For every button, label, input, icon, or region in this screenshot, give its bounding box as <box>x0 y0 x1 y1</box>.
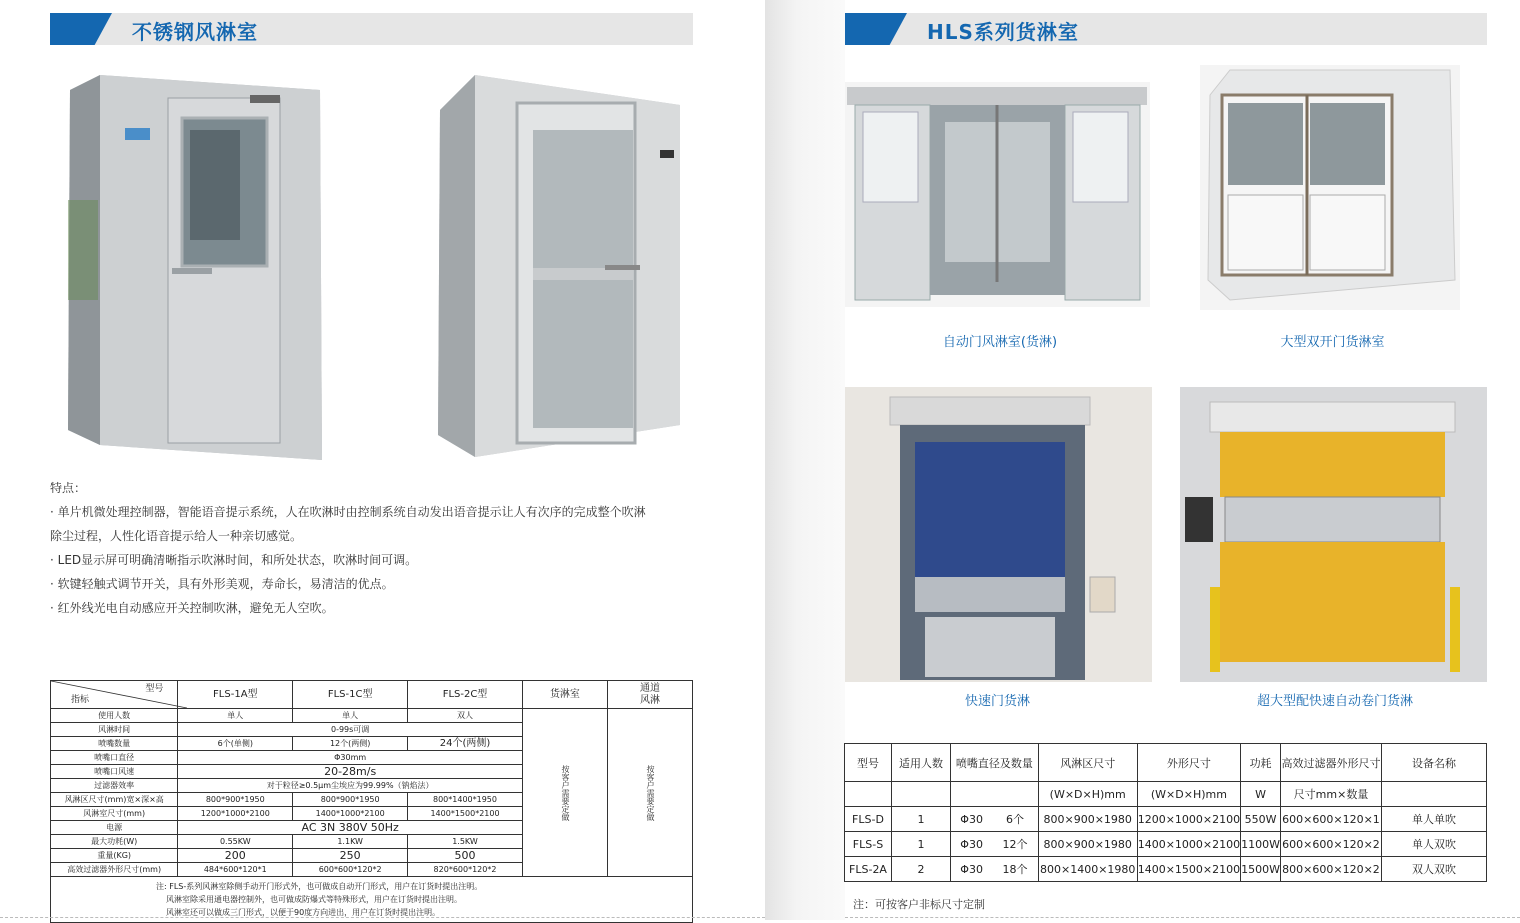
right-note: 注：可按客户非标尺寸定制 <box>853 898 985 911</box>
row-label: 使用人数 <box>51 709 178 723</box>
table-row <box>845 832 1487 857</box>
cell: 2 <box>892 857 951 882</box>
model-header: FLS-1A型 <box>178 681 293 709</box>
auto-door-photo <box>845 82 1150 307</box>
features-block <box>50 476 690 620</box>
cell: 800*1400*1950 <box>408 793 523 807</box>
cell: Φ30 <box>951 807 993 832</box>
unit-cell <box>892 782 951 807</box>
air-shower-photo-2 <box>435 75 685 460</box>
photo-caption: 快速门货淋 <box>964 694 1030 709</box>
cell: FLS-2A <box>845 857 892 882</box>
cell: 1100W <box>1241 832 1281 857</box>
air-shower-photo-1 <box>60 70 330 465</box>
cell: 600*600*120*2 <box>293 863 408 877</box>
col-header: 风淋区尺寸 <box>1038 744 1137 782</box>
custom-note-cell: 按客户需要定做 <box>522 709 607 877</box>
cell: 1 <box>892 832 951 857</box>
unit-cell <box>1382 782 1487 807</box>
page-gutter <box>765 0 845 920</box>
cell: 单人 <box>178 709 293 723</box>
model-header: FLS-2C型 <box>408 681 523 709</box>
note-line: 风淋室还可以做成三门形式，以便于90度方向进出，用户在订货时提出注明。 <box>166 908 441 917</box>
bottom-dash <box>0 917 765 918</box>
cell: 600×600×120×2 <box>1281 832 1382 857</box>
cell: 600×600×120×1 <box>1281 807 1382 832</box>
note-line: 风淋室除采用通电器控制外，也可做成防爆式等特殊形式，用户在订货时提出注明。 <box>166 895 462 904</box>
corner-top-label: 型号 <box>145 684 164 694</box>
col-header: 高效过滤器外形尺寸 <box>1281 744 1382 782</box>
cell: 1400*1500*2100 <box>408 807 523 821</box>
row-label: 喷嘴数量 <box>51 737 178 751</box>
cell: 250 <box>293 849 408 863</box>
row-label: 最大功耗(W) <box>51 835 178 849</box>
span-cell: 20-28m/s <box>178 765 523 779</box>
custom-note-cell: 按客户需要定做 <box>607 709 692 877</box>
table-notes <box>51 877 693 923</box>
cell: 1200×1000×2100 <box>1137 807 1240 832</box>
cell: 单人单吹 <box>1382 807 1487 832</box>
cell: 12个(两侧) <box>293 737 408 751</box>
extra-header: 通道 风淋 <box>607 681 692 709</box>
photo-caption: 超大型配快速自动卷门货淋 <box>1256 694 1413 709</box>
row-label: 喷嘴口风速 <box>51 765 178 779</box>
table-row <box>845 857 1487 882</box>
cell: 1500W <box>1241 857 1281 882</box>
cell: 1400×1000×2100 <box>1137 832 1240 857</box>
row-label: 风淋区尺寸(mm)宽×深×高 <box>51 793 178 807</box>
feature-line: 除尘过程，人性化语音提示给人一种亲切感觉。 <box>50 529 303 543</box>
row-label: 高效过滤器外形尺寸(mm) <box>51 863 178 877</box>
cell: 484*600*120*1 <box>178 863 293 877</box>
photo-caption: 大型双开门货淋室 <box>1280 335 1385 350</box>
feature-line: · 单片机微处理控制器，智能语音提示系统，人在吹淋时由控制系统自动发出语音提示让人有次序的完成整个吹淋 <box>50 505 646 519</box>
span-cell: AC 3N 380V 50Hz <box>178 821 523 835</box>
section-title: 不锈钢风淋室 <box>132 20 258 44</box>
roller-door-photo <box>1180 387 1487 682</box>
feature-line: · LED显示屏可明确清晰指示吹淋时间，和所处状态，吹淋时间可调。 <box>50 553 418 567</box>
row-label: 喷嘴口直径 <box>51 751 178 765</box>
photo-caption: 自动门风淋室(货淋) <box>942 335 1058 350</box>
cell: FLS-S <box>845 832 892 857</box>
cell: 6个(单侧) <box>178 737 293 751</box>
table-corner-cell <box>51 681 178 709</box>
cell: 800*900*1950 <box>293 793 408 807</box>
double-door-photo <box>1200 65 1460 310</box>
cell: 6个 <box>992 807 1038 832</box>
span-cell: 对于粒径≥0.5μm尘埃应为99.99%（钠焰法） <box>178 779 523 793</box>
section-title: HLS系列货淋室 <box>927 20 1079 44</box>
cell: 820*600*120*2 <box>408 863 523 877</box>
unit-cell: (W×D×H)mm <box>1038 782 1137 807</box>
cell: 1 <box>892 807 951 832</box>
cell: 18个 <box>992 857 1038 882</box>
col-header: 设备名称 <box>1382 744 1487 782</box>
model-header: FLS-1C型 <box>293 681 408 709</box>
cell: 1400×1500×2100 <box>1137 857 1240 882</box>
feature-line: · 软键轻触式调节开关，具有外形美观，寿命长，易清洁的优点。 <box>50 577 394 591</box>
cell: 1200*1000*2100 <box>178 807 293 821</box>
row-label: 风淋室尺寸(mm) <box>51 807 178 821</box>
unit-cell: (W×D×H)mm <box>1137 782 1240 807</box>
col-header: 型号 <box>845 744 892 782</box>
banner-tab <box>50 13 112 45</box>
cell: 双人双吹 <box>1382 857 1487 882</box>
cell: Φ30 <box>951 832 993 857</box>
table-row <box>845 807 1487 832</box>
cell: 500 <box>408 849 523 863</box>
col-header: 适用人数 <box>892 744 951 782</box>
cell: 800×900×1980 <box>1038 807 1137 832</box>
features-heading: 特点： <box>50 481 87 495</box>
cell: 24个(两侧) <box>408 737 523 751</box>
cell: 单人双吹 <box>1382 832 1487 857</box>
fast-door-photo <box>845 387 1152 682</box>
section-banner <box>845 13 1487 45</box>
cell: 双人 <box>408 709 523 723</box>
col-header: 功耗 <box>1241 744 1281 782</box>
unit-cell: 尺寸mm×数量 <box>1281 782 1382 807</box>
cell: 800×900×1980 <box>1038 832 1137 857</box>
spec-table-left <box>50 680 693 923</box>
feature-line: · 红外线光电自动感应开关控制吹淋，避免无人空吹。 <box>50 601 334 615</box>
span-cell: 0-99s可调 <box>178 723 523 737</box>
span-cell: Φ30mm <box>178 751 523 765</box>
cell: 0.55KW <box>178 835 293 849</box>
col-header: 外形尺寸 <box>1137 744 1240 782</box>
cell: 200 <box>178 849 293 863</box>
note-line: 注: FLS-系列风淋室除侧手动开门形式外，也可做成自动开门形式，用户在订货时提出注明。 <box>156 882 483 891</box>
cell: 1.5KW <box>408 835 523 849</box>
banner-tab <box>845 13 907 45</box>
section-banner <box>50 13 693 45</box>
extra-header: 货淋室 <box>522 681 607 709</box>
cell: 800*900*1950 <box>178 793 293 807</box>
col-header: 喷嘴直径及数量 <box>951 744 1039 782</box>
row-label: 重量(KG) <box>51 849 178 863</box>
cell: 1.1KW <box>293 835 408 849</box>
corner-bottom-label: 指标 <box>71 695 90 705</box>
cell: FLS-D <box>845 807 892 832</box>
unit-cell <box>951 782 1039 807</box>
row-label: 电源 <box>51 821 178 835</box>
unit-cell <box>845 782 892 807</box>
cell: 1400*1000*2100 <box>293 807 408 821</box>
cell: 800×1400×1980 <box>1038 857 1137 882</box>
unit-cell: W <box>1241 782 1281 807</box>
cell: 单人 <box>293 709 408 723</box>
bottom-dash <box>845 917 1520 918</box>
row-label: 过滤器效率 <box>51 779 178 793</box>
cell: 12个 <box>992 832 1038 857</box>
spec-table-right <box>844 743 1487 882</box>
row-label: 风淋时间 <box>51 723 178 737</box>
cell: Φ30 <box>951 857 993 882</box>
cell: 550W <box>1241 807 1281 832</box>
cell: 800×600×120×2 <box>1281 857 1382 882</box>
